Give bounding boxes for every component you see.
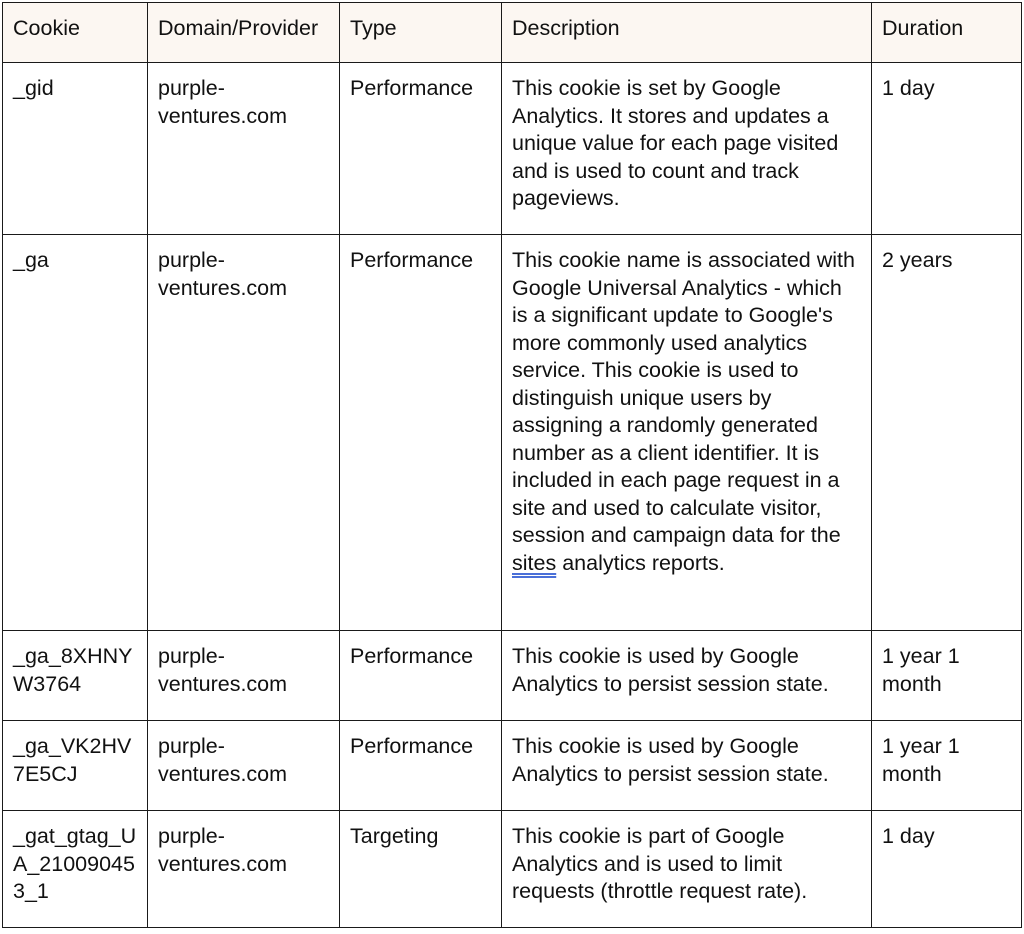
cell-cookie: _ga [3,235,148,631]
cell-duration: 2 years [872,235,1022,631]
cell-type: Performance [340,235,502,631]
cell-domain: purple-ventures.com [148,235,340,631]
table-header-row [3,3,1022,63]
cell-type: Performance [340,721,502,811]
table-row [3,235,1022,631]
cell-type: Targeting [340,811,502,928]
table-row [3,63,1022,235]
cell-domain: purple-ventures.com [148,631,340,721]
cell-description: This cookie is used by Google Analytics to persist session state. [502,721,872,811]
header-domain-provider: Domain/Provider [148,3,340,63]
cell-duration: 1 year 1 month [872,721,1022,811]
cell-duration: 1 day [872,811,1022,928]
header-cookie: Cookie [3,3,148,63]
cell-duration: 1 year 1 month [872,631,1022,721]
cell-cookie: _ga_8XHNYW3764 [3,631,148,721]
cell-description: This cookie is used by Google Analytics to persist session state. [502,631,872,721]
table-row [3,721,1022,811]
header-type: Type [340,3,502,63]
header-duration: Duration [872,3,1022,63]
cell-type: Performance [340,63,502,235]
description-text: This cookie name is associated with Google Universal Analytics - which is a significant update to Google's more commonly used analytics service. This cookie is used to distinguish unique users by assigning a randomly generated number as a client identifier. It is included in each page request in a site and used to calculate visitor, session and campaign data for the [512,248,855,547]
cell-cookie: _ga_VK2HV7E5CJ [3,721,148,811]
cell-domain: purple-ventures.com [148,63,340,235]
table-row [3,811,1022,928]
header-description: Description [502,3,872,63]
cell-cookie: _gid [3,63,148,235]
cell-domain: purple-ventures.com [148,721,340,811]
cell-description [502,235,872,631]
description-text-end: analytics reports. [556,550,725,575]
cell-description: This cookie is part of Google Analytics and is used to limit requests (throttle request rate). [502,811,872,928]
cell-domain: purple-ventures.com [148,811,340,928]
table-row [3,631,1022,721]
cookie-table-container [2,2,1021,928]
cell-cookie: _gat_gtag_UA_210090453_1 [3,811,148,928]
cookie-table [2,2,1022,928]
cell-type: Performance [340,631,502,721]
cell-duration: 1 day [872,63,1022,235]
cell-description: This cookie is set by Google Analytics. It stores and updates a unique value for each page visited and is used to count and track pageviews. [502,63,872,235]
sites-link[interactable]: sites [512,550,557,575]
